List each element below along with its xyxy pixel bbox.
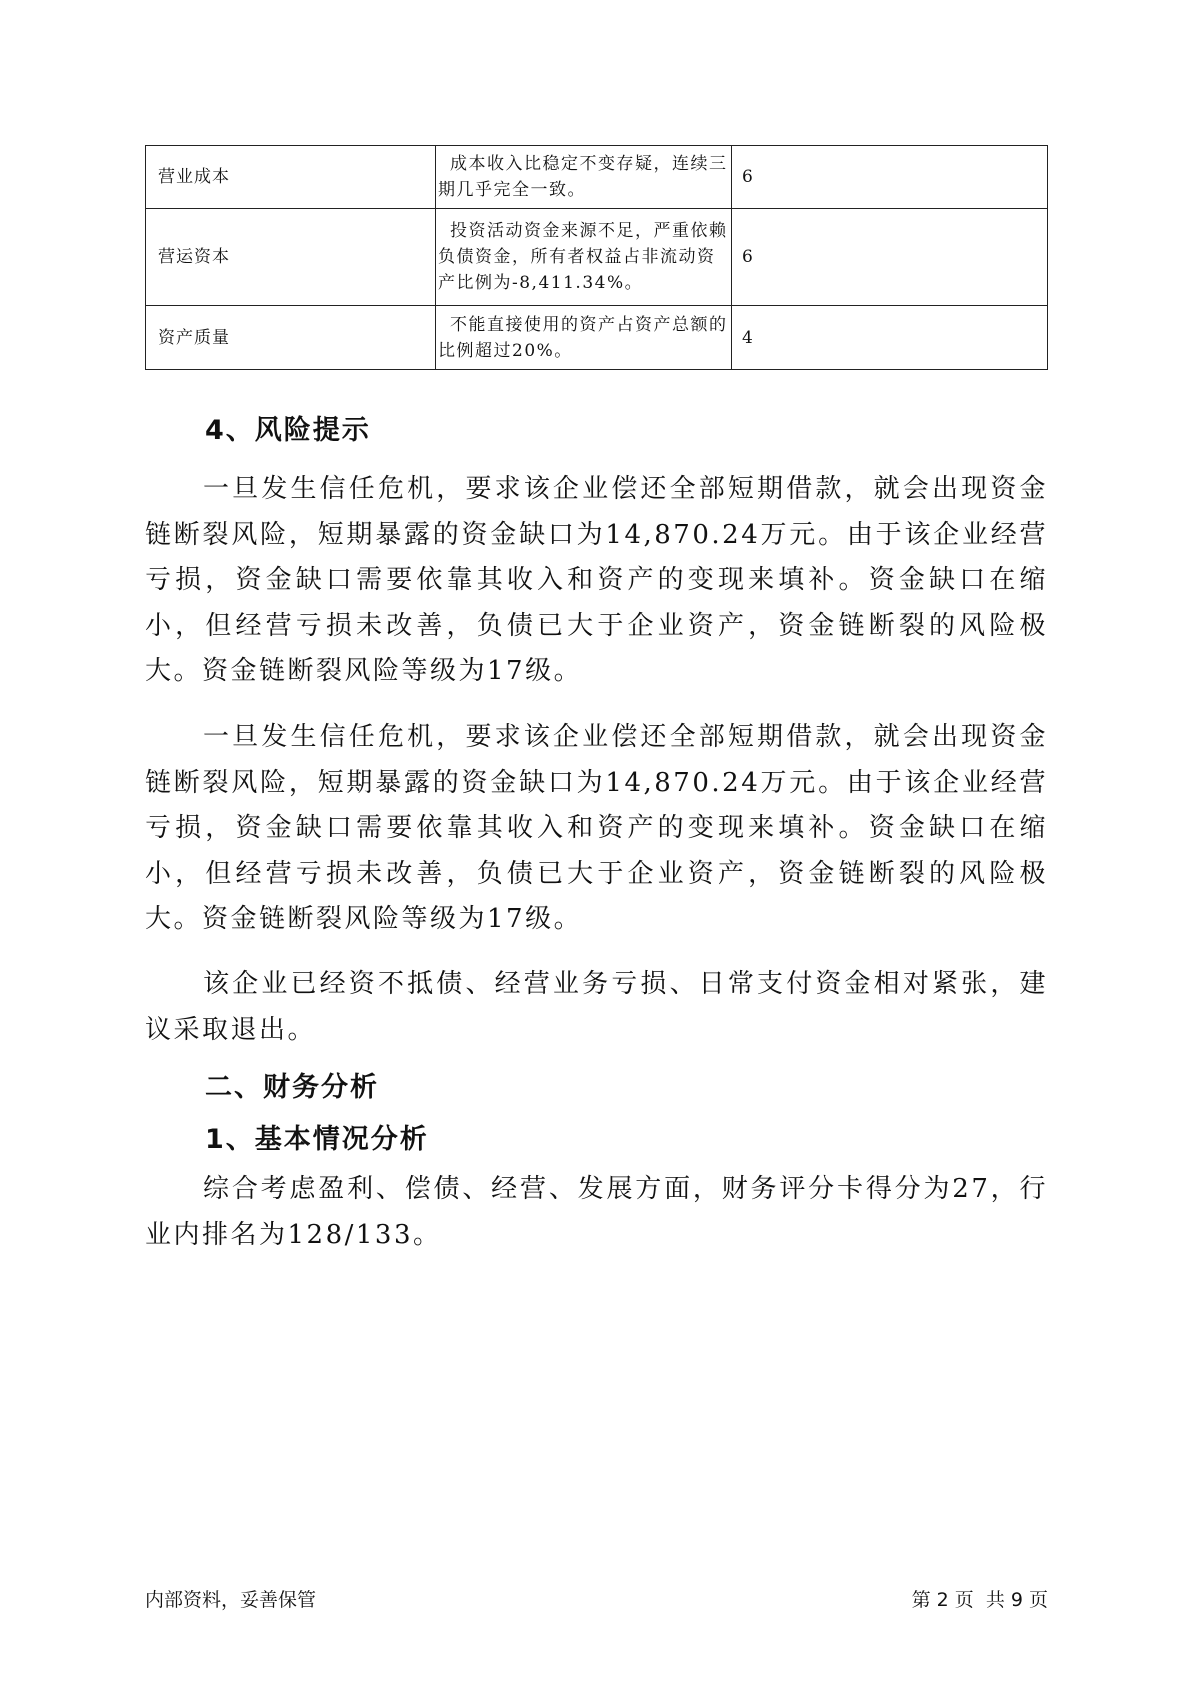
table-cell-description: 投资活动资金来源不足，严重依赖负债资金，所有者权益占非流动资产比例为-8,411.34%。 [436,209,732,306]
table-cell-score: 6 [732,209,1048,306]
finance-heading: 二、财务分析 [205,1072,379,1103]
table-cell-description: 成本收入比稳定不变存疑，连续三期几乎完全一致。 [436,146,732,209]
footer-confidential-note: 内部资料，妥善保管 [145,1589,317,1611]
table-row [146,146,1048,209]
table-cell-item: 资产质量 [146,306,436,370]
table-cell-description: 不能直接使用的资产占资产总额的比例超过20%。 [436,306,732,370]
table-cell-score: 6 [732,146,1048,209]
risk-paragraph-1: 一旦发生信任危机，要求该企业偿还全部短期借款，就会出现资金链断裂风险，短期暴露的资金缺口为14,870.24万元。由于该企业经营亏损，资金缺口需要依靠其收入和资产的变现来填补。资金缺口在缩小，但经营亏损未改善，负债已大于企业资产，资金链断裂的风险极大。资金链断裂风险等级为17级。 [145,474,1048,686]
risk-paragraph-2: 一旦发生信任危机，要求该企业偿还全部短期借款，就会出现资金链断裂风险，短期暴露的资金缺口为14,870.24万元。由于该企业经营亏损，资金缺口需要依靠其收入和资产的变现来填补。资金缺口在缩小，但经营亏损未改善，负债已大于企业资产，资金链断裂的风险极大。资金链断裂风险等级为17级。 [145,722,1048,934]
table-cell-item: 营业成本 [146,146,436,209]
risk-indicator-table [145,145,1048,370]
table-row [146,209,1048,306]
finance-paragraph-1: 综合考虑盈利、偿债、经营、发展方面，财务评分卡得分为27，行业内排名为128/133。 [145,1174,1048,1250]
footer-page-number: 第 2 页 共 9 页 [911,1589,1048,1611]
table-row [146,306,1048,370]
risk-heading: 4、风险提示 [205,415,371,446]
risk-paragraph-3: 该企业已经资不抵债、经营业务亏损、日常支付资金相对紧张，建议采取退出。 [145,969,1048,1045]
table-cell-item: 营运资本 [146,209,436,306]
basic-analysis-heading: 1、基本情况分析 [205,1124,429,1155]
table-cell-score: 4 [732,306,1048,370]
